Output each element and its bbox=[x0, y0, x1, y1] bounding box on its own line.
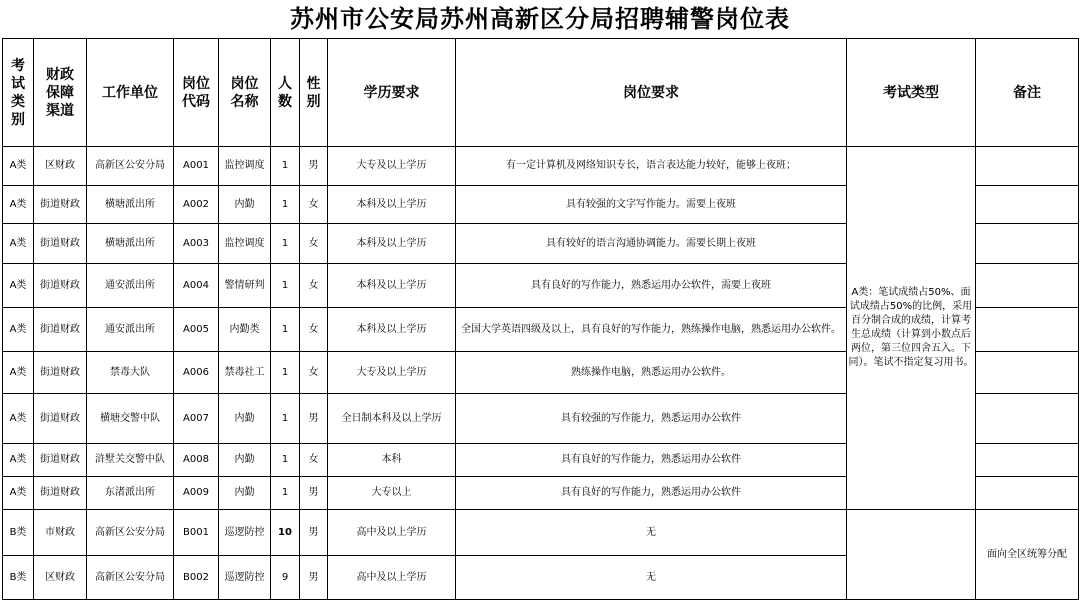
cell-education: 本科及以上学历 bbox=[328, 308, 456, 352]
cell-funding: 街道财政 bbox=[34, 224, 87, 264]
cell-funding: 街道财政 bbox=[34, 477, 87, 510]
cell-category: A类 bbox=[3, 444, 34, 477]
cell-name: 监控调度 bbox=[219, 147, 271, 186]
cell-funding: 市财政 bbox=[34, 510, 87, 556]
header-requirement: 岗位要求 bbox=[456, 39, 847, 147]
cell-note bbox=[976, 147, 1079, 186]
cell-code: A008 bbox=[174, 444, 219, 477]
cell-exam-type-b bbox=[847, 510, 976, 600]
cell-funding: 区财政 bbox=[34, 556, 87, 600]
table-row bbox=[3, 510, 1079, 556]
cell-requirement: 无 bbox=[456, 556, 847, 600]
cell-category: A类 bbox=[3, 224, 34, 264]
cell-code: A002 bbox=[174, 186, 219, 224]
cell-category: A类 bbox=[3, 352, 34, 394]
cell-name: 监控调度 bbox=[219, 224, 271, 264]
cell-note bbox=[976, 264, 1079, 308]
cell-education: 大专及以上学历 bbox=[328, 147, 456, 186]
cell-exam-type-a: A类：笔试成绩占50%、面试成绩占50%的比例，采用百分制合成的成绩，计算考生总成绩（计算到小数点后两位，第三位四舍五入。下同）。笔试不指定复习用书。 bbox=[847, 147, 976, 510]
cell-category: B类 bbox=[3, 510, 34, 556]
cell-note bbox=[976, 394, 1079, 444]
cell-requirement: 具有良好的写作能力，熟悉运用办公软件 bbox=[456, 444, 847, 477]
cell-code: A007 bbox=[174, 394, 219, 444]
cell-gender: 男 bbox=[300, 147, 328, 186]
cell-count: 1 bbox=[271, 224, 300, 264]
header-code: 岗位代码 bbox=[174, 39, 219, 147]
cell-requirement: 具有良好的写作能力，熟悉运用办公软件，需要上夜班 bbox=[456, 264, 847, 308]
cell-code: A001 bbox=[174, 147, 219, 186]
cell-requirement: 有一定计算机及网络知识专长，语言表达能力较好，能够上夜班； bbox=[456, 147, 847, 186]
cell-note bbox=[976, 444, 1079, 477]
header-gender: 性别 bbox=[300, 39, 328, 147]
cell-category: A类 bbox=[3, 147, 34, 186]
cell-note-b: 面向全区统筹分配 bbox=[976, 510, 1079, 600]
cell-gender: 女 bbox=[300, 264, 328, 308]
table-row bbox=[3, 147, 1079, 186]
cell-name: 禁毒社工 bbox=[219, 352, 271, 394]
header-count: 人数 bbox=[271, 39, 300, 147]
header-exam: 考试类型 bbox=[847, 39, 976, 147]
cell-category: A类 bbox=[3, 477, 34, 510]
cell-unit: 禁毒大队 bbox=[87, 352, 174, 394]
cell-code: B001 bbox=[174, 510, 219, 556]
cell-gender: 女 bbox=[300, 352, 328, 394]
cell-funding: 街道财政 bbox=[34, 186, 87, 224]
cell-count: 1 bbox=[271, 186, 300, 224]
cell-note bbox=[976, 308, 1079, 352]
cell-education: 大专及以上学历 bbox=[328, 352, 456, 394]
cell-education: 本科及以上学历 bbox=[328, 264, 456, 308]
cell-education: 本科及以上学历 bbox=[328, 224, 456, 264]
cell-category: A类 bbox=[3, 394, 34, 444]
cell-unit: 横塘派出所 bbox=[87, 186, 174, 224]
cell-requirement: 具有较强的写作能力，熟悉运用办公软件 bbox=[456, 394, 847, 444]
cell-education: 本科及以上学历 bbox=[328, 186, 456, 224]
cell-education: 大专以上 bbox=[328, 477, 456, 510]
cell-count: 10 bbox=[271, 510, 300, 556]
header-category: 考试类别 bbox=[3, 39, 34, 147]
cell-name: 内勤 bbox=[219, 394, 271, 444]
cell-count: 1 bbox=[271, 477, 300, 510]
cell-name: 内勤 bbox=[219, 186, 271, 224]
cell-note bbox=[976, 477, 1079, 510]
cell-funding: 街道财政 bbox=[34, 444, 87, 477]
cell-education: 高中及以上学历 bbox=[328, 510, 456, 556]
cell-funding: 区财政 bbox=[34, 147, 87, 186]
cell-code: B002 bbox=[174, 556, 219, 600]
cell-funding: 街道财政 bbox=[34, 308, 87, 352]
cell-note bbox=[976, 352, 1079, 394]
cell-category: B类 bbox=[3, 556, 34, 600]
cell-unit: 横塘交警中队 bbox=[87, 394, 174, 444]
cell-name: 内勤类 bbox=[219, 308, 271, 352]
cell-code: A004 bbox=[174, 264, 219, 308]
cell-education: 全日制本科及以上学历 bbox=[328, 394, 456, 444]
header-funding: 财政保障渠道 bbox=[34, 39, 87, 147]
cell-note bbox=[976, 186, 1079, 224]
cell-name: 内勤 bbox=[219, 477, 271, 510]
cell-count: 1 bbox=[271, 352, 300, 394]
cell-gender: 女 bbox=[300, 224, 328, 264]
cell-education: 本科 bbox=[328, 444, 456, 477]
header-row bbox=[3, 39, 1079, 147]
positions-table bbox=[2, 38, 1079, 600]
cell-requirement: 具有较好的语言沟通协调能力。需要长期上夜班 bbox=[456, 224, 847, 264]
cell-count: 1 bbox=[271, 394, 300, 444]
cell-unit: 高新区公安分局 bbox=[87, 556, 174, 600]
cell-name: 内勤 bbox=[219, 444, 271, 477]
cell-name: 巡逻防控 bbox=[219, 510, 271, 556]
cell-unit: 浒墅关交警中队 bbox=[87, 444, 174, 477]
header-unit: 工作单位 bbox=[87, 39, 174, 147]
cell-name: 警情研判 bbox=[219, 264, 271, 308]
cell-code: A005 bbox=[174, 308, 219, 352]
cell-gender: 男 bbox=[300, 477, 328, 510]
cell-unit: 高新区公安分局 bbox=[87, 510, 174, 556]
cell-gender: 女 bbox=[300, 186, 328, 224]
cell-education: 高中及以上学历 bbox=[328, 556, 456, 600]
cell-requirement: 无 bbox=[456, 510, 847, 556]
cell-count: 1 bbox=[271, 308, 300, 352]
cell-category: A类 bbox=[3, 308, 34, 352]
cell-gender: 男 bbox=[300, 556, 328, 600]
header-education: 学历要求 bbox=[328, 39, 456, 147]
cell-unit: 通安派出所 bbox=[87, 264, 174, 308]
header-name: 岗位名称 bbox=[219, 39, 271, 147]
cell-funding: 街道财政 bbox=[34, 394, 87, 444]
cell-unit: 通安派出所 bbox=[87, 308, 174, 352]
cell-note bbox=[976, 224, 1079, 264]
cell-unit: 横塘派出所 bbox=[87, 224, 174, 264]
cell-count: 1 bbox=[271, 444, 300, 477]
cell-gender: 女 bbox=[300, 308, 328, 352]
cell-requirement: 全国大学英语四级及以上，具有良好的写作能力，熟练操作电脑，熟悉运用办公软件。 bbox=[456, 308, 847, 352]
cell-name: 巡逻防控 bbox=[219, 556, 271, 600]
cell-unit: 高新区公安分局 bbox=[87, 147, 174, 186]
cell-count: 9 bbox=[271, 556, 300, 600]
cell-gender: 男 bbox=[300, 510, 328, 556]
cell-code: A006 bbox=[174, 352, 219, 394]
cell-gender: 女 bbox=[300, 444, 328, 477]
cell-requirement: 熟练操作电脑，熟悉运用办公软件。 bbox=[456, 352, 847, 394]
cell-unit: 东渚派出所 bbox=[87, 477, 174, 510]
header-note: 备注 bbox=[976, 39, 1079, 147]
page-title: 苏州市公安局苏州高新区分局招聘辅警岗位表 bbox=[290, 4, 790, 33]
cell-code: A003 bbox=[174, 224, 219, 264]
cell-funding: 街道财政 bbox=[34, 264, 87, 308]
cell-category: A类 bbox=[3, 186, 34, 224]
cell-gender: 男 bbox=[300, 394, 328, 444]
cell-count: 1 bbox=[271, 147, 300, 186]
cell-funding: 街道财政 bbox=[34, 352, 87, 394]
cell-requirement: 具有良好的写作能力，熟悉运用办公软件 bbox=[456, 477, 847, 510]
cell-requirement: 具有较强的文字写作能力。需要上夜班 bbox=[456, 186, 847, 224]
cell-count: 1 bbox=[271, 264, 300, 308]
cell-code: A009 bbox=[174, 477, 219, 510]
cell-category: A类 bbox=[3, 264, 34, 308]
